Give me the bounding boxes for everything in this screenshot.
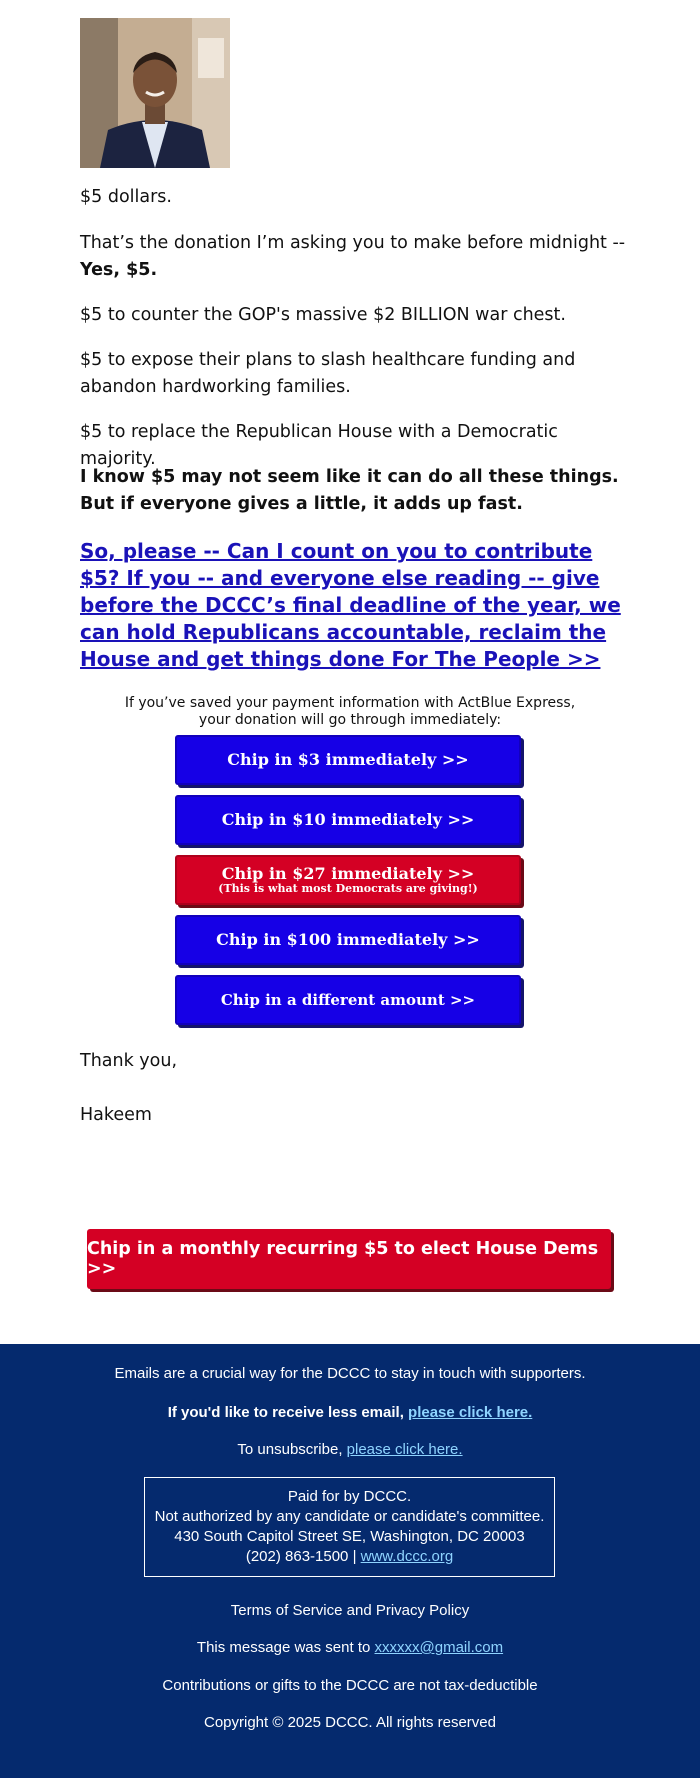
paragraph-healthcare: $5 to expose their plans to slash healthcare funding and abandon hardworking families.	[80, 350, 576, 397]
portrait-photo	[80, 18, 230, 168]
chip-in-27-label: Chip in $27 immediately >>	[221, 864, 475, 883]
paragraph-ask-text: That’s the donation I’m asking you to make before midnight --	[80, 233, 626, 253]
chip-in-3-button[interactable]	[175, 735, 521, 785]
monthly-recurring-label: Chip in a monthly recurring $5 to elect House Dems >>	[87, 1239, 599, 1279]
chip-in-27-button[interactable]	[175, 855, 521, 905]
footer-unsubscribe-text: To unsubscribe,	[237, 1441, 347, 1458]
paid-for-box	[144, 1477, 555, 1577]
footer-unsubscribe	[0, 1441, 700, 1459]
contribute-link[interactable]: So, please -- Can I count on you to contribute $5? If you -- and everyone else reading -- give before the DCCC’s final deadline of the year, we can hold Republicans accountable, reclaim the House and get things done For The People >>	[80, 539, 621, 671]
footer-less-email	[0, 1404, 700, 1422]
paragraph-war-chest: $5 to counter the GOP's massive $2 BILLION war chest.	[80, 305, 566, 325]
actblue-note	[80, 695, 620, 729]
chip-in-10-button[interactable]	[175, 795, 521, 845]
monthly-recurring-button[interactable]	[87, 1229, 611, 1289]
paragraph-ask-bold: Yes, $5.	[80, 260, 158, 280]
footer-sent-to-text: This message was sent to	[196, 1639, 375, 1656]
footer-copyright: Copyright © 2025 DCCC. All rights reserved	[203, 1714, 496, 1731]
paid-for-text: Paid for by DCCC.	[287, 1488, 412, 1505]
paragraph-adds-up: I know $5 may not seem like it can do all these things. But if everyone gives a little, it adds up fast.	[80, 467, 619, 514]
chip-in-27-sublabel: (This is what most Democrats are giving!)	[218, 882, 478, 895]
chip-in-100-button[interactable]	[175, 915, 521, 965]
phone-website-line	[145, 1547, 554, 1567]
terms-privacy-link[interactable]: Terms of Service and Privacy Policy	[230, 1602, 470, 1619]
paragraph-ask	[80, 230, 630, 284]
footer-sent-to	[0, 1639, 700, 1657]
unsubscribe-link[interactable]: please click here.	[346, 1441, 463, 1458]
website-link[interactable]: www.dccc.org	[360, 1548, 454, 1565]
recipient-email-link[interactable]: xxxxxx@gmail.com	[374, 1639, 504, 1656]
chip-in-10-label: Chip in $10 immediately >>	[221, 810, 475, 829]
footer-tax-note: Contributions or gifts to the DCCC are not tax-deductible	[162, 1677, 538, 1694]
actblue-note-line2: your donation will go through immediately:	[198, 712, 502, 728]
paragraph-amount: $5 dollars.	[80, 187, 172, 207]
paragraph-majority: $5 to replace the Republican House with a Democratic majority.	[80, 422, 558, 469]
phone-text: (202) 863-1500 |	[245, 1548, 361, 1565]
actblue-note-line1: If you’ve saved your payment information with ActBlue Express,	[124, 695, 576, 711]
footer-emails-note: Emails are a crucial way for the DCCC to stay in touch with supporters.	[114, 1365, 586, 1382]
signoff: Thank you,	[80, 1051, 178, 1071]
signature: Hakeem	[80, 1105, 152, 1125]
chip-in-3-label: Chip in $3 immediately >>	[227, 750, 469, 769]
less-email-link[interactable]: please click here.	[408, 1404, 533, 1421]
address-text: 430 South Capitol Street SE, Washington, DC 20003	[174, 1528, 525, 1545]
chip-in-other-button[interactable]	[175, 975, 521, 1025]
footer-less-email-text: If you'd like to receive less email,	[167, 1404, 409, 1421]
chip-in-other-label: Chip in a different amount >>	[220, 991, 476, 1009]
chip-in-100-label: Chip in $100 immediately >>	[216, 930, 480, 949]
not-authorized-text: Not authorized by any candidate or candidate's committee.	[154, 1508, 545, 1525]
footer	[0, 1344, 700, 1778]
